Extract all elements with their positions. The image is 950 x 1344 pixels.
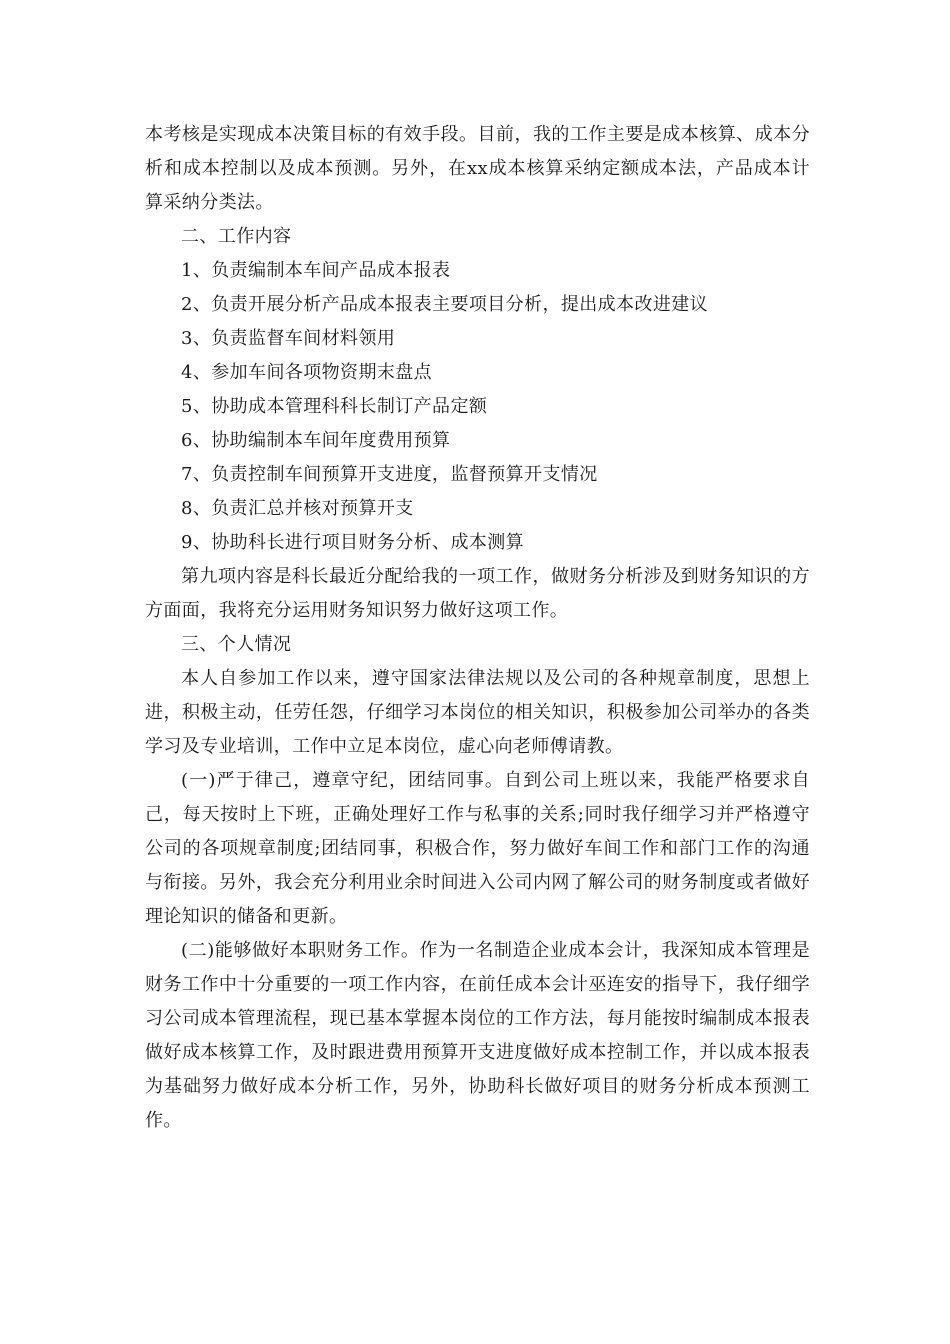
work-item: 7、负责控制车间预算开支进度，监督预算开支情况 — [181, 464, 598, 485]
item9-note-paragraph: 第九项内容是科长最近分配给我的一项工作，做财务分析涉及到财务知识的方方面面，我将充分运用财务知识努力做好这项工作。 — [145, 566, 810, 621]
intro-paragraph: 本考核是实现成本决策目标的有效手段。目前，我的工作主要是成本核算、成本分析和成本控制以及成本预测。另外，在xx成本核算采纳定额成本法，产品成本计算采纳分类法。 — [145, 124, 810, 213]
work-item: 2、负责开展分析产品成本报表主要项目分析，提出成本改进建议 — [181, 294, 709, 315]
work-item: 1、负责编制本车间产品成本报表 — [181, 260, 451, 281]
work-item: 9、协助科长进行项目财务分析、成本测算 — [181, 532, 525, 553]
work-item: 5、协助成本管理科科长制订产品定额 — [181, 396, 488, 417]
personal-intro-paragraph: 本人自参加工作以来，遵守国家法律法规以及公司的各种规章制度，思想上进，积极主动，任劳任怨，仔细学习本岗位的相关知识，积极参加公司举办的各类学习及专业培训，工作中立足本岗位，虚心向老师傅请教。 — [145, 668, 810, 757]
section-heading-work-content: 二、工作内容 — [181, 226, 292, 247]
work-item: 8、负责汇总并核对预算开支 — [181, 498, 414, 519]
point2-paragraph: (二)能够做好本职财务工作。作为一名制造企业成本会计，我深知成本管理是财务工作中十分重要的一项工作内容，在前任成本会计巫连安的指导下，我仔细学习公司成本管理流程，现已基本掌握本岗位的工作方法，每月能按时编制成本报表做好成本核算工作，及时跟进费用预算开支进度做好成本控制工作，并以成本报表为基础努力做好成本分析工作，另外，协助科长做好项目的财务分析成本预测工作。 — [145, 940, 810, 1131]
point1-paragraph: (一)严于律己，遵章守纪，团结同事。自到公司上班以来，我能严格要求自己，每天按时上下班，正确处理好工作与私事的关系;同时我仔细学习并严格遵守公司的各项规章制度;团结同事，积极合作，努力做好车间工作和部门工作的沟通与衔接。另外，我会充分利用业余时间进入公司内网了解公司的财务制度或者做好理论知识的储备和更新。 — [145, 770, 810, 927]
section-heading-personal: 三、个人情况 — [181, 634, 292, 655]
work-item: 6、协助编制本车间年度费用预算 — [181, 430, 451, 451]
work-item: 3、负责监督车间材料领用 — [181, 328, 396, 349]
work-item: 4、参加车间各项物资期末盘点 — [181, 362, 433, 383]
document-body — [145, 118, 810, 1138]
